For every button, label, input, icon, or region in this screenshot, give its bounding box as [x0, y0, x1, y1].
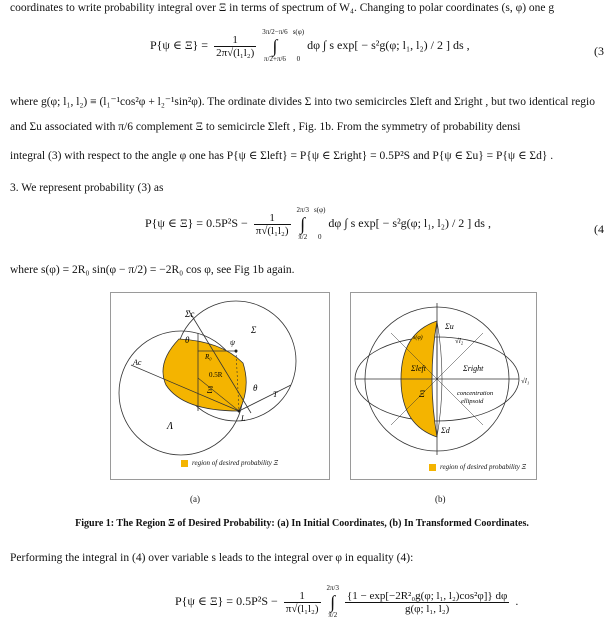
legend-a — [181, 459, 278, 467]
eq3-body: dφ ∫ s exp[ − s²g(φ; l₁, l₂) / 2 ] ds , — [307, 37, 470, 52]
point-psi — [235, 350, 238, 353]
paragraph-line-top: coordinates to write probability integral over Ξ in terms of spectrum of W₄. Changing to polar coordinates (s, φ) one g — [10, 2, 555, 14]
eq4-number: (4 — [594, 222, 604, 236]
figure-a-panel — [110, 292, 330, 480]
label-sigma-c: Σc — [185, 309, 195, 319]
eq4-coef-num: 1 — [254, 212, 291, 225]
eq3-lhs: P{ψ ∈ Ξ} = — [150, 37, 209, 52]
legend-a-swatch — [181, 460, 188, 467]
eq5-lower-limit: π/2 — [328, 611, 338, 619]
eq5-coef-den: π√(l₁l₂) — [285, 602, 319, 615]
label-psi: ψ — [230, 338, 235, 347]
paragraph-line-where2: where s(φ) = 2R₀ sin(φ − π/2) = −2R₀ cos φ, see Fig 1b again. — [10, 264, 295, 276]
eq4-body: dφ ∫ s exp[ − s²g(φ; l₁, l₂) / 2 ] ds , — [328, 215, 491, 230]
label-xi-b: Ξ — [419, 389, 425, 399]
label-theta-top: θ — [185, 335, 190, 345]
label-l: L — [241, 414, 246, 423]
label-lambda: Λ — [167, 421, 174, 432]
eq5-upper-limit: 2π/3 — [326, 584, 339, 592]
eq4-coef-den: π√(l₁l₂) — [255, 224, 289, 237]
label-ac: Ac — [133, 358, 142, 367]
label-r0: R₀ — [205, 353, 212, 361]
region-xi — [163, 339, 246, 411]
legend-b-text: region of desired probability Ξ — [440, 463, 527, 471]
eq5-lhs: P{ψ ∈ Ξ} = 0.5P²S − — [175, 593, 278, 608]
paragraph-line-perform: Performing the integral in (4) over variable s leads to the integral over φ in equality (4): — [10, 552, 414, 564]
figure-caption: Figure 1: The Region Ξ of Desired Probability: (a) In Initial Coordinates, (b) In Transformed Coordinates. — [75, 518, 529, 529]
label-half-r: 0.5R — [209, 371, 223, 379]
sublabel-a: (a) — [190, 494, 200, 504]
equation-3: P{ψ ∈ Ξ} = $\frac{1}{\text{2π√(l₁l₂)}}$ 3π/2−π/6 ∫ π/2+π/6 s(φ) 0 dφ ∫ s exp[ − s²g(φ; l₁, l₂) / 2 ] ds , — [150, 28, 470, 63]
label-ellipsoid: ellipsoid — [461, 398, 484, 405]
eq5-end: . — [515, 593, 519, 608]
label-s-phi: s(φ) — [413, 335, 423, 341]
label-sqrt-l2: √l₂ — [455, 337, 464, 345]
label-sigma-right: Σright — [463, 364, 484, 373]
paragraph-line-and: and Σu associated with π/6 complement Ξ to semicircle Σleft , Fig. 1b. From the symmetry of probability densi — [10, 121, 521, 133]
label-t: T — [273, 390, 278, 399]
equation-5: P{ψ ∈ Ξ} = 0.5P²S − $\frac{1}{\text{π√(l₁l₂)}}$ 2π/3 ∫ π/2 $\frac{\text{\{1 − exp[−2R²₀g(φ; l₁, l₂)cos²φ]\} dφ}}{\text{g(φ; l₁, l₂)}}$ . — [175, 584, 519, 619]
legend-b-swatch — [429, 464, 436, 471]
eq5-coef-num: 1 — [284, 590, 321, 603]
paragraph-line-integral: integral (3) with respect to the angle φ one has P{ψ ∈ Σleft} = P{ψ ∈ Σright} = 0.5P²S and P{ψ ∈ Σu} = P{ψ ∈ Σd} . — [10, 150, 554, 162]
eq4-lower-limit: π/2 — [298, 233, 308, 241]
eq3-upper-limit: 3π/2−π/6 — [262, 28, 288, 36]
eq4-lhs: P{ψ ∈ Ξ} = 0.5P²S − — [145, 215, 248, 230]
eq4-s-upper: s(φ) — [313, 206, 326, 214]
eq3-lower-limit: π/2+π/6 — [264, 55, 286, 63]
eq3-number: (3 — [594, 44, 604, 58]
eq5-numerator: {1 − exp[−2R²₀g(φ; l₁, l₂)cos²φ]} dφ — [346, 589, 508, 602]
eq3-coef-num: 1 — [214, 34, 256, 47]
eq3-s-lower: 0 — [296, 55, 301, 63]
figure-a-diagram — [111, 293, 329, 479]
sublabel-b: (b) — [435, 494, 446, 504]
label-sqrt-l1: √l₁ — [521, 377, 530, 385]
eq4-upper-limit: 2π/3 — [296, 206, 309, 214]
label-xi-a: Ξ — [207, 385, 213, 395]
point-l — [238, 410, 241, 413]
eq3-coef-den: 2π√(l₁l₂) — [216, 46, 255, 59]
figure-b-panel — [350, 292, 537, 480]
legend-b — [429, 463, 526, 471]
equation-4: P{ψ ∈ Ξ} = 0.5P²S − $\frac{1}{\text{π√(l₁l₂)}}$ 2π/3 ∫ π/2 s(φ) 0 dφ ∫ s exp[ − s²g(φ; l₁, l₂) / 2 ] ds , — [145, 206, 491, 241]
figure-b-diagram — [351, 293, 536, 479]
eq5-denominator: g(φ; l₁, l₂) — [405, 602, 450, 615]
label-theta-right: θ — [253, 383, 258, 393]
eq3-s-upper: s(φ) — [292, 28, 305, 36]
paragraph-line-item3: 3. We represent probability (3) as — [10, 182, 164, 194]
label-sigma-left: Σleft — [411, 364, 426, 373]
paragraph-line-where: where g(φ; l₁, l₂) ≡ (l₁⁻¹cos²φ + l₂⁻¹sin²φ). The ordinate divides Σ into two semicircles Σleft and Σright , but two identical regio — [10, 96, 595, 108]
eq4-s-lower: 0 — [317, 233, 322, 241]
label-sigma: Σ — [251, 325, 257, 335]
label-sigma-d: Σd — [441, 426, 450, 435]
label-concentration: concentration — [457, 390, 494, 397]
label-sigma-u: Σu — [445, 322, 454, 331]
legend-a-text: region of desired probability Ξ — [192, 459, 279, 467]
